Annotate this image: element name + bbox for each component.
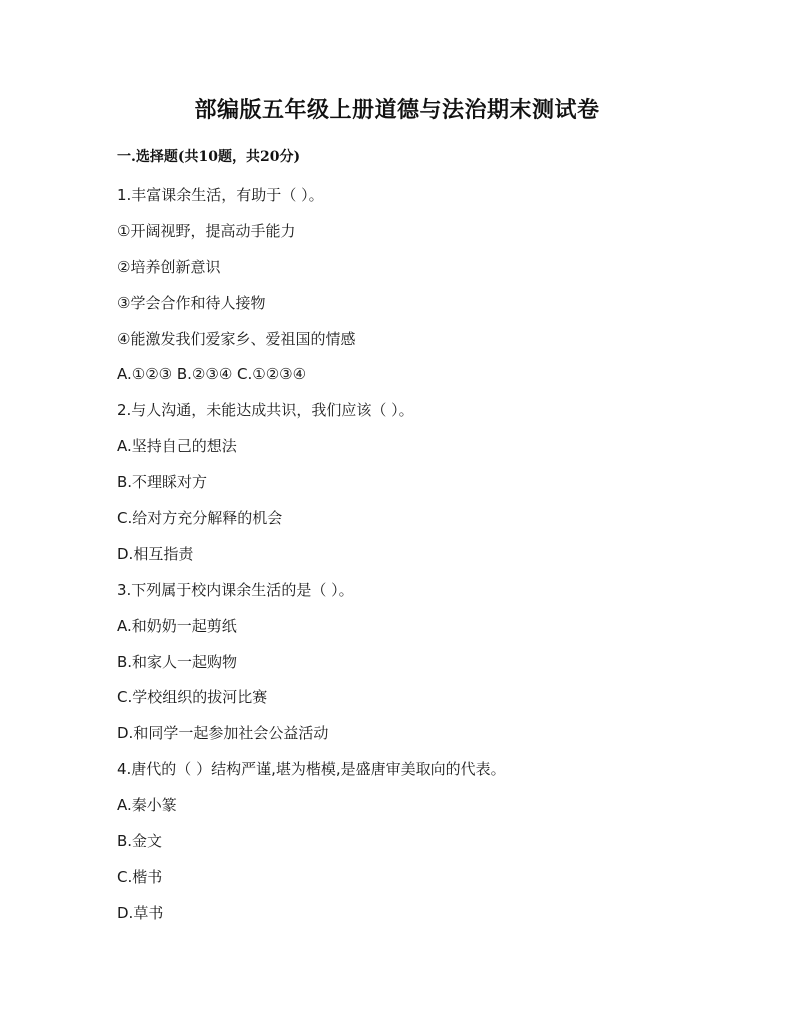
question-line: B.金文 [117,832,163,851]
question-line: C.楷书 [117,867,163,886]
question-line: A.和奶奶一起剪纸 [117,616,237,635]
question-line: ①开阔视野，提高动手能力 [117,221,296,240]
question-list [117,183,717,937]
question-line: D.草书 [117,903,164,922]
question-line: 3.下列属于校内课余生活的是（ ）。 [117,580,354,599]
question-line: ②培养创新意识 [117,257,221,276]
question-line: A.①②③ B.②③④ C.①②③④ [117,365,307,384]
question-line: A.秦小篆 [117,796,177,815]
question-line: ④能激发我们爱家乡、爱祖国的情感 [117,329,356,348]
page-title: 部编版五年级上册道德与法治期末测试卷 [194,97,600,123]
question-line: 4.唐代的（ ）结构严谨,堪为楷模,是盛唐审美取向的代表。 [117,760,506,779]
question-line: B.不理睬对方 [117,473,208,492]
question-line: A.坚持自己的想法 [117,437,237,456]
question-line: 2.与人沟通，未能达成共识，我们应该（ ）。 [117,401,414,420]
question-line: ③学会合作和待人接物 [117,293,266,312]
question-line: C.学校组织的拔河比赛 [117,688,268,707]
question-line: B.和家人一起购物 [117,652,238,671]
question-line: 1.丰富课余生活，有助于（ ）。 [117,186,324,204]
question-line: D.和同学一起参加社会公益活动 [117,724,329,743]
section-heading: 一.选择题(共10题，共20分) [117,149,301,165]
question-line: C.给对方充分解释的机会 [117,509,283,528]
question-line: D.相互指责 [117,544,194,563]
